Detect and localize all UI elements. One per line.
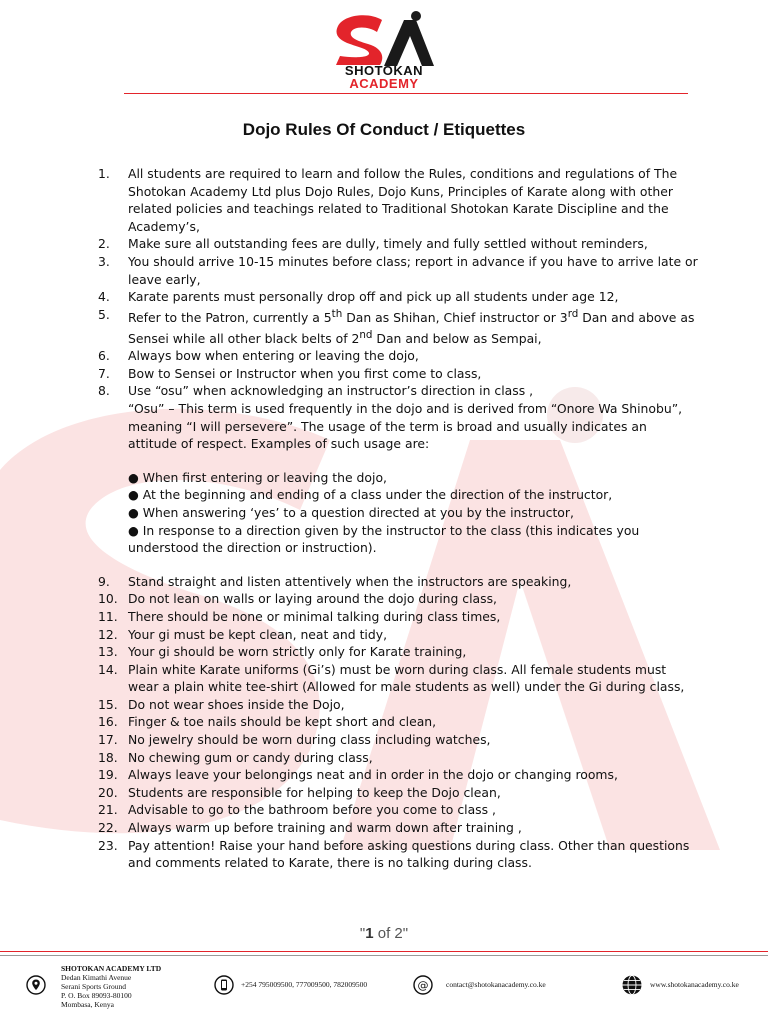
rule-item [98, 235, 698, 253]
rule-text: Make sure all outstanding fees are dully, timely and fully settled without reminders, [128, 236, 648, 252]
rule-text: Advisable to go to the bathroom before you come to class , [128, 802, 496, 818]
rule-number: 21. [98, 802, 118, 818]
address-line: Serani Sports Ground [61, 982, 126, 991]
rule-number: 1. [98, 166, 110, 181]
company-name: SHOTOKAN ACADEMY LTD [61, 964, 162, 973]
rule-number: 8. [98, 383, 110, 399]
rule-number: 17. [98, 732, 118, 748]
rule-item [98, 306, 698, 347]
rule-text: No jewelry should be worn during class including watches, [128, 732, 491, 748]
brand-name [300, 64, 468, 90]
rule-item [98, 347, 698, 365]
quote: " [359, 925, 366, 942]
footer-divider-secondary [0, 955, 768, 956]
rule-item [98, 288, 698, 306]
rule-item [98, 731, 698, 749]
rule-number: 10. [98, 591, 118, 607]
osu-examples [128, 469, 698, 557]
bullet-item: ● In response to a direction given by the instructor to the class (this indicates you understood the direction or instruction). [128, 522, 640, 556]
rule-text-part: Dan and below as Sempai, [372, 330, 542, 346]
rule-text: Always bow when entering or leaving the dojo, [128, 348, 419, 364]
location-icon [26, 975, 46, 995]
rule-item [98, 749, 698, 767]
rule-text-part: Dan as Shihan, Chief instructor or 3 [342, 309, 568, 325]
rule-text: Always warm up before training and warm down after training , [128, 820, 522, 836]
rule-item [98, 801, 698, 819]
footer [0, 960, 768, 1024]
rule-item [98, 766, 698, 784]
header-divider [124, 93, 688, 94]
page-sep: of [373, 925, 395, 942]
email-link[interactable]: contact@shotokanacademy.co.ke [446, 980, 546, 989]
rule-text: Finger & toe nails should be kept short and clean, [128, 714, 437, 730]
rule-number: 14. [98, 661, 118, 677]
rule-text: Your gi must be kept clean, neat and tidy, [128, 626, 388, 642]
rule-item [98, 608, 698, 626]
rule-text: Your gi should be worn strictly only for Karate training, [128, 644, 467, 660]
total-pages: 2 [394, 925, 403, 942]
rule-number: 16. [98, 714, 118, 730]
rule-number: 3. [98, 253, 110, 269]
superscript: nd [359, 328, 373, 341]
bullet-item: ● When first entering or leaving the dojo, [128, 469, 387, 485]
rule-text: Pay attention! Raise your hand before asking questions during class. Other than questions and comments related to Karate, there is no talking during class. [128, 837, 690, 871]
address-line: Dedan Kimathi Avenue [61, 973, 132, 982]
rule-text-part: Refer to the Patron, currently a 5 [128, 309, 332, 325]
bullet-item: ● When answering ‘yes’ to a question directed at you by the instructor, [128, 504, 574, 520]
address-line: Mombasa, Kenya [61, 1000, 114, 1009]
rule-number: 23. [98, 837, 118, 853]
rule-item [98, 165, 698, 235]
rule-item [98, 784, 698, 802]
rule-number: 5. [98, 306, 110, 322]
rule-text: Stand straight and listen attentively when the instructors are speaking, [128, 573, 572, 589]
website-link[interactable]: www.shotokanacademy.co.ke [650, 980, 739, 989]
rule-text: You should arrive 10-15 minutes before class; report in advance if you have to arrive late or leave early, [128, 253, 698, 287]
rule-text: There should be none or minimal talking during class times, [128, 608, 501, 624]
quote: " [402, 925, 409, 942]
rule-text [128, 307, 695, 346]
rule-text: All students are required to learn and follow the Rules, conditions and regulations of The Shotokan Academy Ltd plus Dojo Rules, Dojo Kuns, Principles of Karate along with other related policies and teachings related to Traditional Shotokan Karate Discipline and the Academy’s, [128, 166, 678, 234]
rule-text: Plain white Karate uniforms (Gi’s) must be worn during class. All female students must wear a plain white tee-shirt (Allowed for male students as well) under the Gi during class, [128, 661, 685, 695]
rule-item [98, 590, 698, 608]
rule-text: Students are responsible for helping to keep the Dojo clean, [128, 784, 501, 800]
brand-line1: SHOTOKAN [344, 63, 424, 78]
rule-text: No chewing gum or candy during class, [128, 749, 373, 765]
rule-text: Do not lean on walls or laying around the dojo during class, [128, 591, 497, 607]
rule-number: 9. [98, 573, 110, 589]
rule-item [98, 573, 698, 591]
brand-line2: ACADEMY [349, 76, 419, 91]
rule-number: 2. [98, 236, 110, 252]
superscript: th [331, 307, 343, 320]
globe-icon [621, 974, 643, 996]
rule-number: 12. [98, 626, 118, 642]
rule-number: 7. [98, 365, 110, 381]
rule-number: 19. [98, 767, 118, 783]
page-title: Dojo Rules Of Conduct / Etiquettes [242, 120, 526, 139]
osu-note: “Osu” – This term is used frequently in the dojo and is derived from “Onore Wa Shinobu”, meaning “I will persevere”. The usage of the term is broad and usually indicates an attitude of respect. Examples of such usage are: [128, 400, 683, 452]
current-page: 1 [365, 925, 374, 942]
company-address [61, 964, 161, 1009]
rule-number: 4. [98, 289, 110, 305]
rule-item [98, 365, 698, 383]
rule-item [98, 661, 698, 696]
rule-number: 22. [98, 820, 118, 836]
rule-text: Always leave your belongings neat and in order in the dojo or changing rooms, [128, 767, 618, 783]
rules-list [98, 165, 698, 872]
phone-numbers: +254 795009500, 777009500, 782009500 [241, 980, 368, 989]
email-icon [413, 975, 433, 995]
superscript: rd [567, 307, 579, 320]
rule-text: Do not wear shoes inside the Dojo, [128, 696, 345, 712]
page-number [0, 925, 768, 942]
rule-text-part: Dan and above as Sensei while all other black belts of 2 [128, 309, 695, 346]
rule-text: Karate parents must personally drop off and pick up all students under age 12, [128, 289, 619, 305]
rule-number: 15. [98, 696, 118, 712]
rule-number: 20. [98, 784, 118, 800]
rule-item [98, 713, 698, 731]
rule-number: 13. [98, 644, 118, 660]
rule-item [98, 382, 698, 556]
footer-divider [0, 951, 768, 952]
rule-number: 18. [98, 749, 118, 765]
rule-item [98, 696, 698, 714]
rule-item [98, 837, 698, 872]
rule-text: Bow to Sensei or Instructor when you first come to class, [128, 365, 482, 381]
rule-text: Use “osu” when acknowledging an instructor’s direction in class , [128, 383, 534, 399]
rule-number: 11. [98, 608, 118, 624]
rule-item [98, 626, 698, 644]
address-line: P. O. Box 89093-80100 [61, 991, 132, 1000]
rule-number: 6. [98, 348, 110, 364]
phone-icon [214, 975, 234, 995]
bullet-item: ● At the beginning and ending of a class under the direction of the instructor, [128, 487, 613, 503]
rule-item [98, 253, 698, 288]
rule-item [98, 819, 698, 837]
svg-text:@: @ [417, 979, 429, 992]
rule-item [98, 643, 698, 661]
